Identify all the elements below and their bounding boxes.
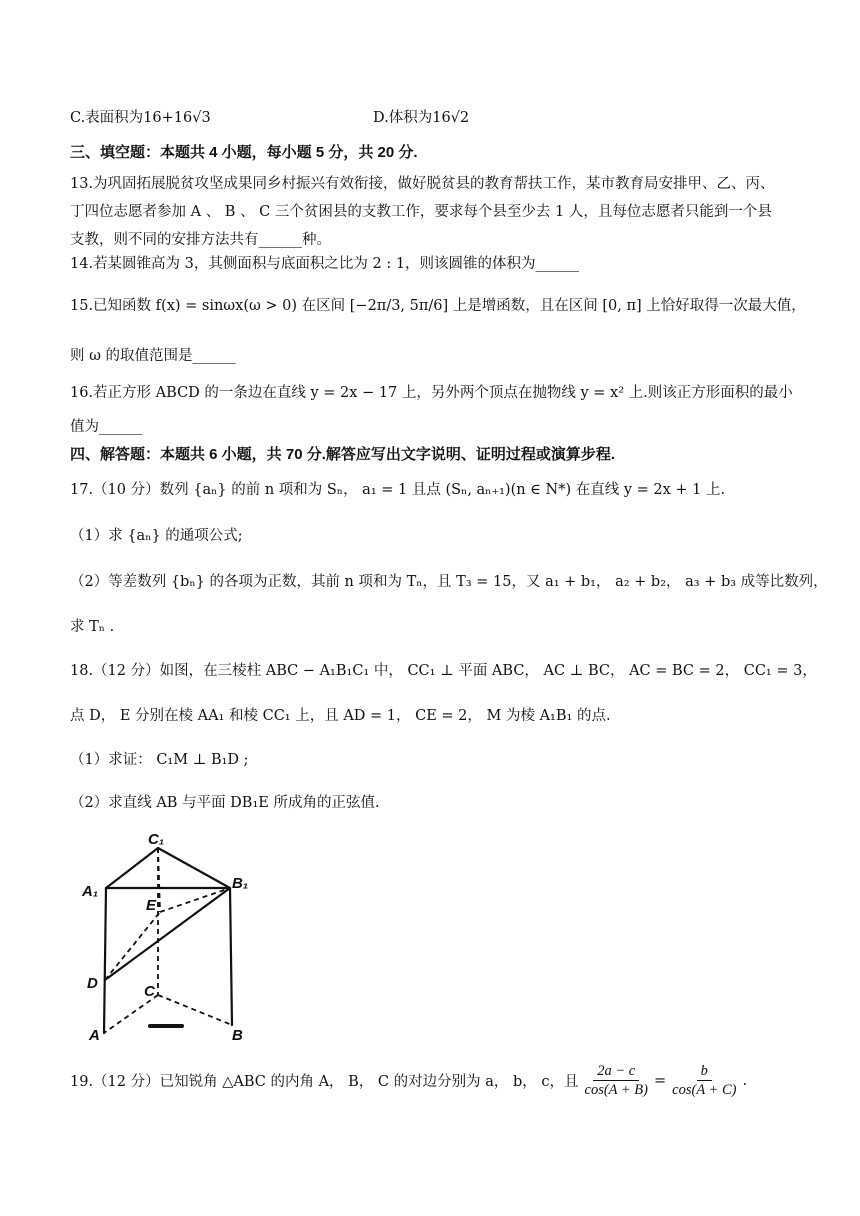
q19-equals: = <box>654 1072 667 1089</box>
q18-line1: 18.（12 分）如图，在三棱柱 ABC − A₁B₁C₁ 中， CC₁ ⊥ 平面 ABC， AC ⊥ BC， AC = BC = 2， CC₁ = 3， <box>70 663 817 679</box>
edge-a1-a <box>104 888 106 1033</box>
edge-d-b1 <box>105 888 230 980</box>
label-c: C <box>144 983 155 1000</box>
section-4-heading: 四、解答题：本题共 6 小题，共 70 分.解答应写出文字说明、证明过程或演算步程. <box>70 446 616 463</box>
prism-figure <box>80 830 260 1045</box>
q19-frac1-denominator: cos(A + B) <box>584 1082 648 1098</box>
q18-line2: 点 D， E 分别在棱 AA₁ 和棱 CC₁ 上，且 AD = 1， CE = 2， M 为棱 A₁B₁ 的点. <box>70 708 611 724</box>
q13-line1: 13.为巩固拓展脱贫攻坚成果同乡村振兴有效衔接，做好脱贫县的教育帮扶工作，某市教育局安排甲、乙、丙、 <box>70 176 775 192</box>
section-3-heading: 三、填空题：本题共 4 小题，每小题 5 分，共 20 分. <box>70 144 418 161</box>
q17-part2b: 求 Tₙ . <box>70 619 115 635</box>
q17-part2: （2）等差数列 {bₙ} 的各项为正数，其前 n 项和为 Tₙ，且 T₃ = 15，又 a₁ + b₁， a₂ + b₂， a₃ + b₃ 成等比数列， <box>70 574 828 590</box>
q16-line2: 值为______ <box>70 419 143 435</box>
q19-fraction-left <box>581 1062 652 1099</box>
edge-a1-c1 <box>106 848 158 888</box>
label-a1: A₁ <box>82 883 99 900</box>
q19-prefix: 19.（12 分）已知锐角 △ABC 的内角 A， B， C 的对边分别为 a， b， c，且 <box>70 1074 579 1090</box>
label-a: A <box>89 1027 100 1044</box>
q13-line2: 丁四位志愿者参加 A 、 B 、 C 三个贫困县的支教工作，要求每个县至少去 1 人，且每位志愿者只能到一个县 <box>70 204 772 220</box>
q19-suffix: . <box>742 1072 748 1089</box>
label-b1: B₁ <box>232 875 249 892</box>
q19-frac1-numerator: 2a − c <box>593 1062 639 1081</box>
q17-part1: （1）求 {aₙ} 的通项公式; <box>70 528 243 544</box>
edge-b1-b <box>230 888 232 1025</box>
edge-c1-b1 <box>158 848 230 888</box>
edge-e-b1 <box>160 888 230 912</box>
q18-part1: （1）求证： C₁M ⊥ B₁D ; <box>70 752 249 768</box>
q19-line1 <box>70 1062 747 1099</box>
edge-c-b <box>158 995 232 1025</box>
q15-line1: 15.已知函数 f(x) = sinωx(ω > 0) 在区间 [−2π/3, 5π/6] 上是增函数，且在区间 [0, π] 上恰好取得一次最大值， <box>70 298 806 314</box>
q19-frac2-denominator: cos(A + C) <box>672 1082 737 1098</box>
q17-line1: 17.（10 分）数列 {aₙ} 的前 n 项和为 Sₙ， a₁ = 1 且点 (Sₙ, aₙ₊₁)(n ∈ N*) 在直线 y = 2x + 1 上. <box>70 482 726 498</box>
q19-fraction-right <box>668 1062 740 1099</box>
option-d: D.体积为16√2 <box>373 110 470 126</box>
q13-line3: 支教，则不同的安排方法共有______种。 <box>70 232 331 248</box>
label-c1: C₁ <box>148 831 165 848</box>
label-b: B <box>232 1027 243 1044</box>
q15-line2: 则 ω 的取值范围是______ <box>70 348 237 364</box>
q14-line1: 14.若某圆锥高为 3，其侧面积与底面积之比为 2 : 1，则该圆锥的体积为______ <box>70 256 580 272</box>
label-e: E <box>146 897 157 914</box>
q19-frac2-numerator: b <box>697 1062 712 1081</box>
q16-line1: 16.若正方形 ABCD 的一条边在直线 y = 2x − 17 上，另外两个顶点在抛物线 y = x² 上.则该正方形面积的最小 <box>70 385 793 401</box>
label-d: D <box>87 975 98 992</box>
q18-part2: （2）求直线 AB 与平面 DB₁E 所成角的正弦值. <box>70 795 380 811</box>
option-c: C.表面积为16+16√3 <box>70 110 211 126</box>
